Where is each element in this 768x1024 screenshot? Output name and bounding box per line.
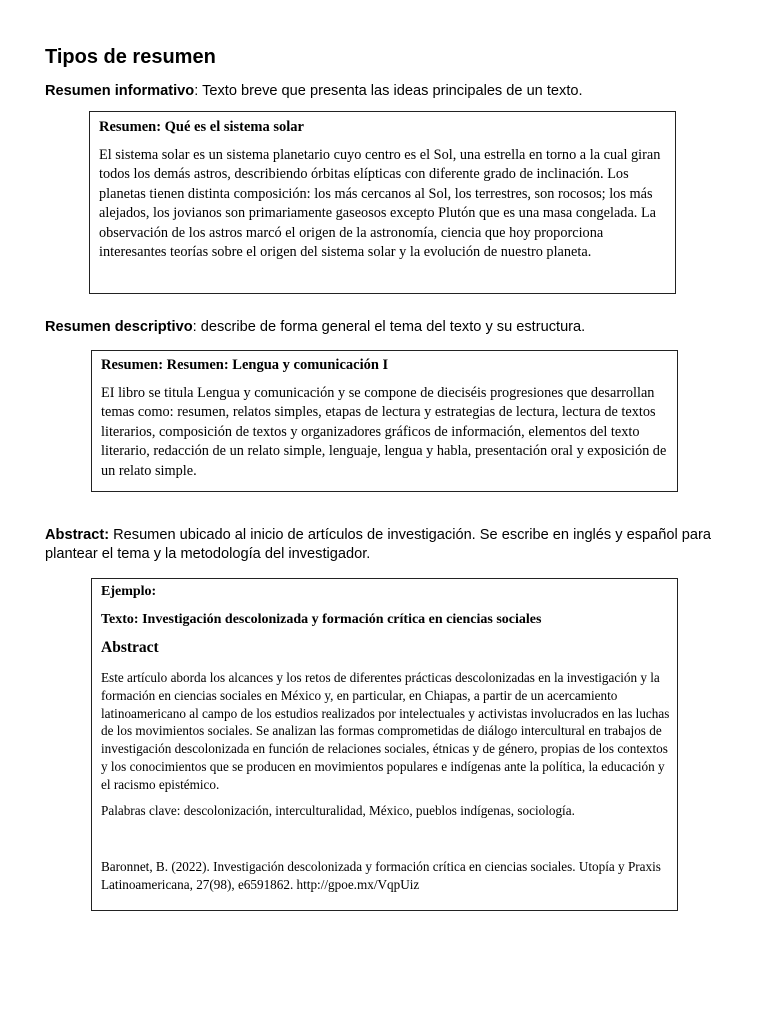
example-box-abstract [91,578,678,911]
example-box-title: Resumen: Qué es el sistema solar [99,119,304,135]
abstract-body: Este artículo aborda los alcances y los retos de diferentes prácticas descolonizadas en la investigación y la formación en ciencias sociales en México y, en particular, en Chiapas, a partir de un acercamiento latinoamericano al campo de los estudios realizados por intelectuales y activistas involucrados en las luchas de los movimientos sociales. Se analizan las formas comprometidas de diálogo intercultural en trabajos de investigación descolonizada en función de relaciones sociales, étnicas y de género, propias de los contextos y los conocimientos que se producen en movimientos populares e indígenas ante la política, la educación y el racismo epistémico. [101,670,670,792]
term-label: Resumen descriptivo [45,319,193,335]
example-box-informativo [89,111,676,294]
section-lead-descriptivo [45,318,715,337]
term-definition: Resumen ubicado al inicio de artículos de investigación. Se escribe en inglés y español para plantear el tema y la metodología del investigador. [45,527,712,562]
citation: Baronnet, B. (2022). Investigación descolonizada y formación crítica en ciencias sociales. Utopía y Praxis Latinoamericana, 27(98), e6591862. http://gpoe.mx/VqpUiz [101,859,661,892]
example-box-body: El sistema solar es un sistema planetario cuyo centro es el Sol, una estrella en torno a la cual giran todos los demás astros, describiendo órbitas elípticas con diferente grado de inclinación. Los planetas tienen distinta composición: los más cercanos al Sol, los terrestres, son rocosos; los más alejados, los jovianos son primariamente gaseosos excepto Plutón que es una masa congelada. La observación de los astros marcó el origen de la astronomía, ciencia que hoy proporciona interesantes teorías sobre el origen del sistema solar y la evolución de nuestro planeta. [99,147,661,261]
term-definition: : Texto breve que presenta las ideas principales de un texto. [194,83,583,99]
term-definition: : describe de forma general el tema del texto y su estructura. [192,319,586,335]
term-label: Abstract: [45,527,110,543]
section-lead-abstract [45,526,715,564]
section-lead-informativo [45,82,715,101]
keywords: Palabras clave: descolonización, interculturalidad, México, pueblos indígenas, sociología. [101,803,575,818]
example-box-body: EI libro se titula Lengua y comunicación y se compone de dieciséis progresiones que desarrollan temas como: resumen, relatos simples, etapas de lectura y estrategias de lectura, lectura de textos literarios, composición de textos y organizadores gráficos de información, elementos del texto literario, redacción de un relato simple, lenguaje, lengua y habla, presentación oral y exposición de un relato simple. [101,385,667,479]
page-title: Tipos de resumen [45,46,216,68]
example-box-descriptivo [91,350,678,492]
example-label: Ejemplo: [101,584,157,599]
source-text-title: Texto: Investigación descolonizada y formación crítica en ciencias sociales [101,612,542,627]
term-label: Resumen informativo [45,83,195,99]
example-box-title: Resumen: Resumen: Lengua y comunicación I [101,357,389,373]
abstract-heading: Abstract [101,639,159,656]
